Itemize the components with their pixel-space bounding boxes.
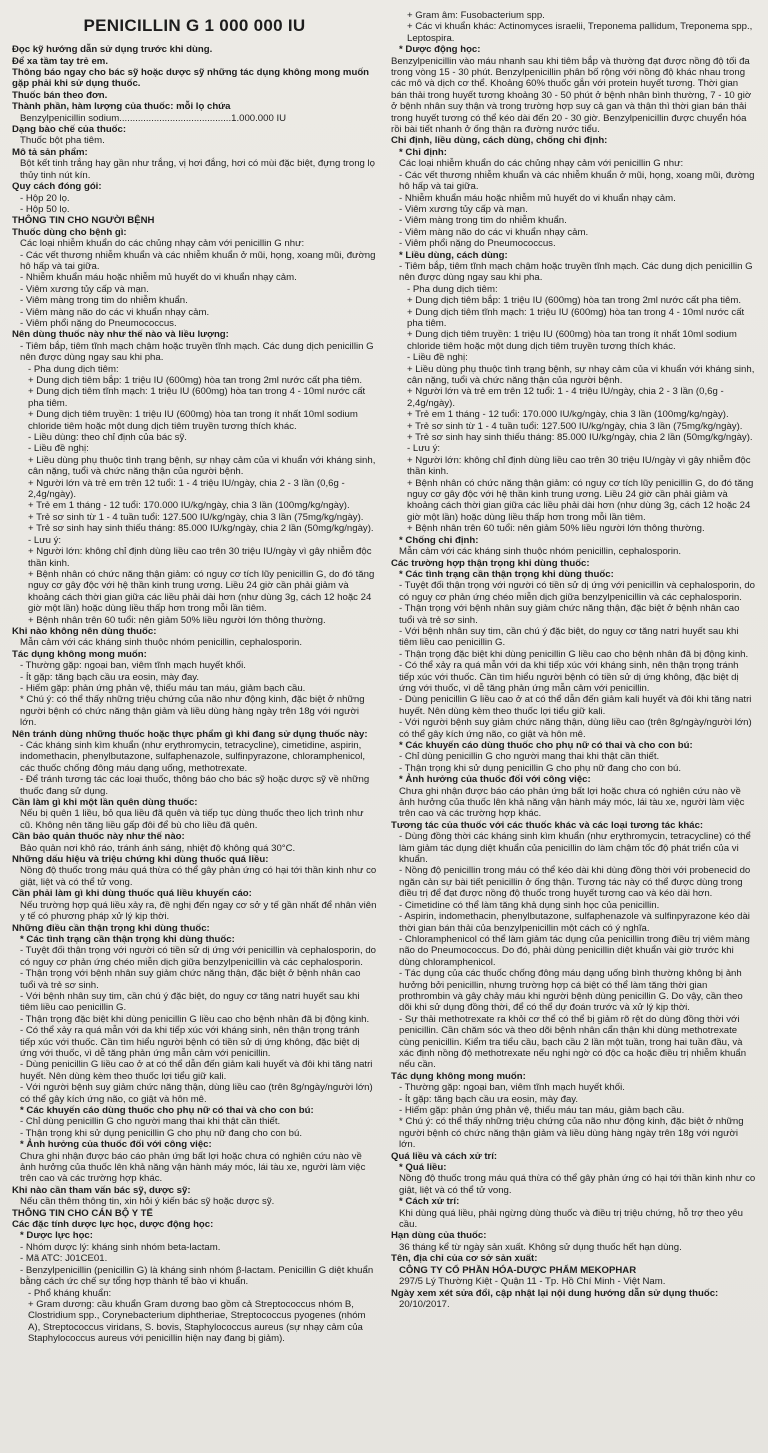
text-line: - Liều dùng: theo chỉ định của bác sỹ. [28, 432, 187, 444]
text-line: + Người lớn: không chỉ định dùng liều cao trên 30 triệu IU/ngày vì gây nhiễm độc thần kinh. [28, 546, 372, 569]
text-line: Nồng độ thuốc trong máu quá thừa có thể gây phản ứng có hại tới thần kinh như co giật, liệt và có thể tử vong. [399, 1173, 756, 1196]
text-line: - Có thể xảy ra quá mẫn với da khi tiếp xúc với kháng sinh, nên thận trọng tránh tiếp xúc với thuốc. Cần tìm hiểu người bệnh có tiền sử dị ứng không, đặc biệt dị ứng với thuốc, vì dễ tăng phản ứng mẫn cảm với penicillin. [399, 660, 739, 694]
heading: * Các tình trạng cần thận trọng khi dùng thuốc: [399, 568, 614, 580]
text-line: + Trẻ sơ sinh từ 1 - 4 tuần tuổi: 127.500 IU/kg/ngày, chia 3 lần (75mg/kg/ngày). [407, 420, 743, 432]
text-line: - Với người bệnh suy giảm chức năng thận, dùng liều cao (trên 8g/ngày/người lớn) có thể gây kích ứng não, co giật và hôn mê. [20, 1082, 373, 1105]
text-line: - Lưu ý: [28, 534, 62, 546]
text-line: + Trẻ sơ sinh hay sinh thiếu tháng: 85.000 IU/kg/ngày, chia 2 lần (50mg/kg/ngày). [407, 432, 753, 444]
text-line: - Pha dung dịch tiêm: [407, 283, 498, 295]
text-line: Nếu trường hợp quá liều xảy ra, đề nghị đến ngay cơ sở y tế gần nhất để nhân viên y tế có phương pháp xử lý kịp thời. [20, 899, 377, 923]
text-line: + Dung dịch tiêm bắp: 1 triệu IU (600mg) hòa tan trong 2ml nước cất pha tiêm. [407, 295, 742, 307]
heading: Đọc kỹ hướng dẫn sử dụng trước khi dùng. [12, 44, 213, 56]
text-line: - Với người bệnh suy giảm chức năng thận, dùng liều cao (trên 8g/ngày/người lớn) có thể gây kích ứng não, co giật và hôn mê. [399, 717, 752, 740]
text-line: Mẫn cảm với các kháng sinh thuộc nhóm penicillin, cephalosporin. [20, 637, 302, 649]
text-line: - Chỉ dùng penicillin G cho người mang thai khi thật cần thiết. [399, 751, 660, 763]
text-line: + Dung dịch tiêm bắp: 1 triệu IU (600mg) hòa tan trong 2ml nước cất pha tiêm. [28, 375, 363, 386]
text-line: - Dùng đồng thời các kháng sinh kìm khuẩn (như erythromycin, tetracycline) có thể làm giảm tác dụng diệt khuẩn của penicillin do làm chậm tốc độ phát triển của vi khuẩn. [399, 831, 751, 866]
heading: Các đặc tính dược lực học, dược động học: [12, 1219, 214, 1231]
heading: Thành phần, hàm lượng của thuốc: mỗi lọ chứa [12, 101, 231, 113]
text-line: + Trẻ em 1 tháng - 12 tuổi: 170.000 IU/kg/ngày, chia 3 lần (100mg/kg/ngày). [28, 500, 350, 512]
heading: Thuốc dùng cho bệnh gì: [12, 226, 127, 238]
text-line: - Nhiễm khuẩn máu hoặc nhiễm mủ huyết do vi khuẩn nhạy cảm. [20, 272, 297, 284]
text-line: - Hiếm gặp: phản ứng phản vệ, thiếu máu tan máu, giảm bạch cầu. [399, 1105, 685, 1116]
text-line: - Thường gặp: ngoại ban, viêm tĩnh mạch huyết khối. [399, 1082, 625, 1094]
text-line: - Tiêm bắp, tiêm tĩnh mạch chậm hoặc truyền tĩnh mạch. Các dung dịch penicillin G nên được dùng ngay sau khi pha. [399, 260, 753, 284]
text-line: - Viêm màng trong tim do nhiễm khuẩn. [399, 215, 567, 227]
text-line: + Liều dùng phụ thuộc tình trạng bệnh, sự nhạy cảm của vi khuẩn với kháng sinh, cân nặng, tuổi và chức năng thận của người bệnh. [407, 363, 755, 386]
text-line: - Thận trọng đặc biệt khi dùng penicillin G liều cao cho bệnh nhân đã bị động kinh. [20, 1013, 370, 1025]
text-line: - Tuyệt đối thận trọng với người có tiền sử dị ứng với penicillin và cephalosporin, do có nguy cơ phản ứng chéo miễn dịch giữa benzylpenicillin và các cephalosporin. [399, 580, 755, 603]
heading: * Dược động học: [399, 44, 481, 56]
heading: * Dược lực học: [20, 1230, 93, 1242]
text-line: - Các vết thương nhiễm khuẩn và các nhiễm khuẩn ở mũi, họng, xoang mũi, đường hô hấp và tai giữa. [20, 249, 376, 272]
heading: Quy cách đóng gói: [12, 181, 102, 193]
heading: Để xa tầm tay trẻ em. [12, 55, 108, 67]
text-line: - Để tránh tương tác các loại thuốc, thông báo cho bác sỹ hoặc dược sỹ về những thuốc đang sử dụng. [20, 774, 370, 797]
heading: Cần phải làm gì khi dùng thuốc quá liều khuyến cáo: [12, 888, 252, 900]
section-heading: THÔNG TIN CHO CÁN BỘ Y TẾ [12, 1207, 153, 1219]
text-line: - Thận trọng với bệnh nhân suy giảm chức năng thận, đặc biệt ở bệnh nhân cao tuổi và trẻ sơ sinh. [20, 968, 361, 991]
text-line: - Có thể xảy ra quá mẫn với da khi tiếp xúc với kháng sinh, nên thận trọng tránh tiếp xúc với thuốc. Cần tìm hiểu người bệnh có tiền sử dị ứng không, đặc biệt dị ứng với thuốc, vì dễ tăng phản ứng mẫn cảm với penicillin. [20, 1025, 360, 1059]
text-line: + Gram âm: Fusobacterium spp. [407, 10, 545, 21]
heading: Ngày xem xét sửa đổi, cập nhật lại nội dung hướng dẫn sử dụng thuốc: [391, 1287, 719, 1299]
text-line: + Dung dịch tiêm truyền: 1 triệu IU (600mg) hòa tan trong ít nhất 10ml sodium chloride tiêm hoặc một dung dịch tiêm truyền tương thích khác. [407, 329, 737, 352]
text-line: + Dung dịch tiêm truyền: 1 triệu IU (600mg) hòa tan trong ít nhất 10ml sodium chloride tiêm hoặc một dung dịch tiêm truyền tương thích khác. [28, 409, 358, 432]
text-line: - Dùng penicillin G liều cao ở at có thể dẫn đến giảm kali huyết và đôi khi tăng natri huyết. Nên dùng kèm theo thuốc lợi tiểu giữ kali. [399, 694, 752, 717]
text-line: Bột kết tinh trắng hay gần như trắng, vị hơi đắng, hơi có mùi đặc biệt, đựng trong lọ thủy tinh nút kín. [20, 158, 376, 181]
heading: Những dấu hiệu và triệu chứng khi dùng thuốc quá liều: [12, 854, 269, 866]
text-line: - Lưu ý: [407, 443, 441, 455]
heading: Cần bảo quản thuốc này như thế nào: [12, 831, 185, 843]
text-line: + Bệnh nhân có chức năng thận giảm: có nguy cơ tích lũy penicillin G, do đó tăng nguy cơ gây độc với hệ thần kinh trung ương. Liều 24 giờ cần phải giảm và khoảng cách thời gian giữa các liều phải dài hơn (như dùng 3g, cách 12 hoặc 24 giờ một lần) hoặc dùng liều thấp hơn trong mỗi lần tiêm. [407, 477, 754, 523]
text-line: Mẫn cảm với các kháng sinh thuộc nhóm penicillin, cephalosporin. [399, 546, 681, 558]
heading: * Ảnh hưởng của thuốc đối với công việc: [20, 1139, 212, 1151]
text-line: - Hộp 20 lọ. [20, 192, 70, 204]
text-line: + Liều dùng phụ thuộc tình trạng bệnh, sự nhạy cảm của vi khuẩn với kháng sinh, cân nặng, tuổi và chức năng thận của người bệnh. [28, 454, 376, 478]
text-line: Chưa ghi nhận được báo cáo phản ứng bất lợi hoặc chưa có nghiên cứu nào về ảnh hưởng của thuốc lên khả năng vận hành máy móc, lái tàu xe, người làm việc trên cao và các trường hợp khác. [399, 785, 745, 820]
text-line: Thuốc bột pha tiêm. [20, 135, 105, 147]
heading: Chỉ định, liều dùng, cách dùng, chống chỉ định: [391, 135, 608, 147]
text-line: + Người lớn và trẻ em trên 12 tuổi: 1 - 4 triệu IU/ngày, chia 2 - 3 lần (0,6g - 2,4g/ngày). [28, 477, 345, 501]
text-line: - Các vết thương nhiễm khuẩn và các nhiễm khuẩn ở mũi, họng, xoang mũi, đường hô hấp và tai giữa. [399, 169, 755, 193]
text-line: - Nhiễm khuẩn máu hoặc nhiễm mủ huyết do vi khuẩn nhạy cảm. [399, 192, 676, 204]
text-line: - Viêm màng não do các vi khuẩn nhạy cảm. [20, 306, 210, 318]
text-line: - Các kháng sinh kìm khuẩn (như erythromycin, tetracycline), cimetidine, aspirin, indomethacin, phenylbutazone, sulfaphenazole, sulfinpyrazone, chloramphenicol, các thuốc chống đông máu dạng uống, methotrexate. [20, 740, 366, 774]
text-line: - Liều đề nghị: [407, 352, 468, 364]
text-line: - Liều đề nghị: [28, 443, 89, 455]
text-line: + Các vi khuẩn khác: Actinomyces israelii, Treponema pallidum, Treponema spp., Leptospira. [407, 21, 753, 44]
text-line: + Người lớn: không chỉ định dùng liều cao trên 30 triệu IU/ngày vì gây nhiễm độc thần kinh. [407, 454, 751, 478]
heading: Thuốc bán theo đơn. [12, 89, 108, 101]
text-line: - Cimetidine có thể làm tăng khả dụng sinh học của penicillin. [399, 899, 660, 911]
text-line: - Viêm phổi nặng do Pneumococcus. [399, 238, 556, 250]
heading: Các trường hợp thận trọng khi dùng thuốc: [391, 557, 590, 569]
heading: * Liều dùng, cách dùng: [399, 249, 508, 261]
text-line: + Người lớn và trẻ em trên 12 tuổi: 1 - 4 triệu IU/ngày, chia 2 - 3 lần (0,6g - 2,4g/ngày). [407, 386, 724, 409]
text-line: - Nồng độ penicillin trong máu có thể kéo dài khi dùng đồng thời với probenecid do ngăn cản sự bài tiết penicillin ở ống thận. Tương tác này có thể được dùng trong điều trị để đạt được nồng độ thuốc trong huyết tương cao và kéo dài hơn. [399, 865, 751, 900]
text-line: - Nhóm dược lý: kháng sinh nhóm beta-lactam. [20, 1241, 221, 1253]
text-line: - Tuyệt đối thận trọng với người có tiền sử dị ứng với penicillin và cephalosporin, do có nguy cơ phản ứng chéo miễn dịch giữa benzylpenicillin và các cephalosporin. [20, 945, 376, 968]
text-line: - Aspirin, indomethacin, phenylbutazone, sulfaphenazole và sulfinpyrazone kéo dài thời gian bán thải của benzylpenicillin một cách có ý nghĩa. [399, 911, 750, 934]
text-line: - Thận trọng đặc biệt khi dùng penicillin G liều cao cho bệnh nhân đã bị động kinh. [399, 648, 749, 660]
heading: * Quá liều: [399, 1162, 447, 1174]
text-line: - Thận trọng với bệnh nhân suy giảm chức năng thận, đặc biệt ở bệnh nhân cao tuổi và trẻ sơ sinh. [399, 603, 740, 626]
heading: Tương tác của thuốc với các thuốc khác và các loại tương tác khác: [391, 819, 704, 831]
heading: * Ảnh hưởng của thuốc đối với công việc: [399, 774, 591, 786]
heading: Quá liều và cách xử trí: [391, 1150, 498, 1162]
heading: Cần làm gì khi một lần quên dùng thuốc: [12, 797, 198, 809]
text-line: Nếu cần thêm thông tin, xin hỏi ý kiến bác sỹ hoặc dược sỹ. [20, 1196, 275, 1208]
text-line: - Viêm xương tủy cấp và mạn. [399, 203, 528, 215]
heading: * Chỉ định: [399, 146, 447, 158]
text-line: - Thường gặp: ngoại ban, viêm tĩnh mạch huyết khối. [20, 660, 246, 672]
text-line: - Thận trọng khi sử dụng penicillin G cho phụ nữ đang cho con bú. [20, 1127, 303, 1139]
text-line: - Viêm màng não do các vi khuẩn nhạy cảm. [399, 226, 589, 238]
heading: Tác dụng không mong muốn: [12, 648, 147, 660]
text-line: Benzylpenicillin vào máu nhanh sau khi tiêm bắp và thường đạt được nồng độ tối đa trong vòng 15 - 30 phút. Benzylpenicillin phân bố rộng với nồng độ khác nhau trong các mô và dịch cơ thể. Khoảng 60% thuốc gắn với protein huyết tương. Thời gian bán thải trong huyết tương khoảng 30 - 50 phút ở bệnh nhân bình thường, 7 - 10 giờ ở bệnh nhân suy thận và trong trường hợp suy cả gan và thận thì thời gian bán thải trong huyết tương có thể kéo dài đến 20 - 30 giờ. Benzylpenicillin được chuyển hóa rồi bài tiết nhanh ở ống thận ra đường nước tiểu. [391, 55, 752, 136]
text-line: + Gram dương: cầu khuẩn Gram dương bao gồm cả Streptococcus nhóm B, Clostridium spp., Corynebacterium diphtheriae, Streptococcus pyogenes (nhóm A), Streptococcus viridans, S. bovis, Staphylococcus aureus (sự nhạy cảm của Staphylococcus aureus với penicillin hiện nay đang bị giảm). [28, 1298, 366, 1345]
text-line: - Sự thải methotrexate ra khỏi cơ thể có thể bị giảm rõ rệt do dùng đồng thời với penicillin. Cần chăm sóc và theo dõi bệnh nhân cẩn thận khi dùng methotrexate cùng penicillin. Kiểm tra tiểu cầu, bạch cầu 2 lần một tuần, trong hai tuần đầu, và xác định nồng độ methotrexate nếu nghi ngờ có độc ca hoặc điều trị nhiễm khuẩn nếu cần. [399, 1013, 747, 1071]
text-line: - Ít gặp: tăng bạch cầu ưa eosin, mày đay. [399, 1093, 579, 1105]
text-line: + Trẻ sơ sinh từ 1 - 4 tuần tuổi: 127.500 IU/kg/ngày, chia 3 lần (75mg/kg/ngày). [28, 511, 364, 523]
heading: Thông báo ngay cho bác sỹ hoặc dược sỹ những tác dụng không mong muốn gặp phải khi sử dụng thuốc. [12, 67, 370, 90]
text-line: - Với bệnh nhân suy tim, cần chú ý đặc biệt, do nguy cơ tăng natri huyết sau khi tiêm liều cao penicillin G. [20, 990, 360, 1014]
text-line: + Dung dịch tiêm tĩnh mạch: 1 triệu IU (600mg) hòa tan trong 4 - 10ml nước cất pha tiêm. [28, 386, 366, 409]
heading: Khi nào không nên dùng thuốc: [12, 625, 157, 637]
text-line: - Hiếm gặp: phản ứng phản vệ, thiếu máu tan máu, giảm bạch cầu. [20, 682, 306, 694]
section-heading: THÔNG TIN CHO NGƯỜI BỆNH [12, 215, 155, 227]
text-line: + Bệnh nhân trên 60 tuổi: nên giảm 50% liều người lớn thông thường. [28, 614, 326, 626]
text-line: + Bệnh nhân có chức năng thận giảm: có nguy cơ tích lũy penicillin G, do đó tăng nguy cơ gây độc với hệ thần kinh trung ương. Liều 24 giờ cần phải giảm và khoảng cách thời gian giữa các liều phải dài hơn (như dùng 3g, cách 12 hoặc 24 giờ một lần) hoặc dùng liều thấp hơn trong mỗi lần tiêm. [28, 568, 375, 615]
heading: * Cách xử trí: [399, 1196, 460, 1208]
text-line: - Phổ kháng khuẩn: [28, 1287, 112, 1299]
text-line: * Chú ý: có thể thấy những triệu chứng của não như động kinh, đặc biệt ở những người bệnh có chức năng thận giảm và liều dùng hàng ngày trên 18g với người lớn. [20, 694, 365, 729]
heading: Những điều cần thận trọng khi dùng thuốc: [12, 922, 210, 934]
text-line: - Ít gặp: tăng bạch cầu ưa eosin, mày đay. [20, 671, 200, 683]
text-line: Benzylpenicillin sodium..........................................1.000.000 IU [20, 112, 287, 124]
heading: CÔNG TY CỔ PHẦN HÓA-DƯỢC PHẨM MEKOPHAR [399, 1264, 637, 1276]
text-line: 36 tháng kể từ ngày sản xuất. Không sử dụng thuốc hết hạn dùng. [399, 1241, 682, 1253]
text-line: + Trẻ sơ sinh hay sinh thiếu tháng: 85.000 IU/kg/ngày, chia 2 lần (50mg/kg/ngày). [28, 523, 374, 535]
text-line: Bảo quản nơi khô ráo, tránh ánh sáng, nhiệt độ không quá 30°C. [20, 842, 296, 854]
text-line: - Với bệnh nhân suy tim, cần chú ý đặc biệt, do nguy cơ tăng natri huyết sau khi tiêm liều cao penicillin G. [399, 625, 739, 649]
text-line: * Chú ý: có thể thấy những triệu chứng của não như động kinh, đặc biệt ở những người bệnh có chức năng thận giảm và liều dùng hàng ngày trên 18g với người lớn. [399, 1116, 744, 1151]
heading: Dạng bào chế của thuốc: [12, 124, 127, 136]
text-line: 20/10/2017. [399, 1298, 450, 1310]
text-line: - Hộp 50 lọ. [20, 203, 70, 215]
page-title: PENICILLIN G 1 000 000 IU [83, 16, 306, 35]
text-line: - Pha dung dịch tiêm: [28, 363, 119, 375]
text-line: Các loại nhiễm khuẩn do các chủng nhạy cảm với penicillin G như: [399, 158, 684, 170]
text-line: Nồng độ thuốc trong máu quá thừa có thể gây phản ứng có hại tới thần kinh như co giật, liệt và có thể tử vong. [20, 865, 377, 888]
heading: * Chống chỉ định: [399, 534, 479, 546]
text-line: - Chloramphenicol có thể làm giảm tác dụng của penicillin trong điều trị viêm màng não do Pneumococcus. Do đó, phải dùng penicillin diệt khuẩn vài giờ trước khi dùng chloramphenicol. [399, 933, 750, 968]
text-line: - Viêm màng trong tim do nhiễm khuẩn. [20, 295, 188, 307]
text-line: Nếu bị quên 1 liều, bỏ qua liều đã quên và tiếp tục dùng thuốc theo lịch trình như cũ. Không nên tăng liều gấp đôi để bù cho liều đã quên. [20, 808, 364, 831]
heading: Tên, địa chỉ của cơ sở sản xuất: [391, 1253, 538, 1265]
heading: Nên dùng thuốc này như thế nào và liều lượng: [12, 329, 229, 341]
heading: Mô tả sản phẩm: [12, 146, 88, 158]
heading: * Các khuyến cáo dùng thuốc cho phụ nữ có thai và cho con bú: [20, 1105, 314, 1116]
text-line: - Tiêm bắp, tiêm tĩnh mạch chậm hoặc truyền tĩnh mạch. Các dung dịch penicillin G nên được dùng ngay sau khi pha. [20, 340, 374, 364]
text-line: - Viêm xương tủy cấp và mạn. [20, 283, 149, 295]
text-line: - Thận trọng khi sử dụng penicillin G cho phụ nữ đang cho con bú. [399, 762, 682, 774]
text-line: Các loại nhiễm khuẩn do các chủng nhạy cảm với penicillin G như: [20, 238, 305, 250]
text-line: + Dung dịch tiêm tĩnh mạch: 1 triệu IU (600mg) hòa tan trong 4 - 10ml nước cất pha tiêm. [407, 306, 745, 329]
text-line: + Trẻ em 1 tháng - 12 tuổi: 170.000 IU/kg/ngày, chia 3 lần (100mg/kg/ngày). [407, 409, 729, 421]
text-line: - Benzylpenicillin (penicillin G) là kháng sinh nhóm β-lactam. Penicillin G diệt khuẩn bằng cách ức chế sự tổng hợp thành tế bào vi khuẩn. [20, 1264, 374, 1288]
heading: Nên tránh dùng những thuốc hoặc thực phẩm gì khi đang sử dụng thuốc này: [12, 728, 368, 740]
heading: * Các khuyến cáo dùng thuốc cho phụ nữ có thai và cho con bú: [399, 740, 693, 751]
left-column [12, 10, 377, 1447]
heading: Tác dụng không mong muốn: [391, 1070, 526, 1082]
text-line: - Chỉ dùng penicillin G cho người mang thai khi thật cần thiết. [20, 1116, 281, 1128]
text-line: + Bệnh nhân trên 60 tuổi: nên giảm 50% liều người lớn thông thường. [407, 523, 705, 535]
text-line: - Viêm phổi nặng do Pneumococcus. [20, 317, 177, 329]
text-line: - Dùng penicillin G liều cao ở at có thể dẫn đến giảm kali huyết và đôi khi tăng natri huyết. Nên dùng kèm theo thuốc lợi tiểu giữ kali. [20, 1059, 373, 1082]
text-line: - Mã ATC: J01CE01. [20, 1253, 108, 1265]
heading: Khi nào cần tham vấn bác sỹ, dược sỹ: [12, 1184, 191, 1196]
text-line: - Tác dụng của các thuốc chống đông máu dạng uống bình thường không bị ảnh hưởng bởi penicillin, nhưng trường hợp cá biệt có thể làm tăng thời gian prothrombin và gây chảy máu khi người bệnh dùng penicillin G. Do vậy, cần theo dõi khi sử dụng đồng thời, để có thể dự đoán trước và xử lý kịp thời. [399, 968, 743, 1014]
text-line: Khi dùng quá liều, phải ngừng dùng thuốc và điều trị triệu chứng, hỗ trợ theo yêu cầu. [399, 1207, 743, 1231]
heading: Hạn dùng của thuốc: [391, 1230, 487, 1242]
heading: * Các tình trạng cần thận trọng khi dùng thuốc: [20, 933, 235, 945]
text-line: Chưa ghi nhận được báo cáo phản ứng bất lợi hoặc chưa có nghiên cứu nào về ảnh hưởng của thuốc lên khả năng vận hành máy móc, lái tàu xe, người làm việc trên cao và các trường hợp khác. [20, 1150, 366, 1185]
right-column [391, 10, 756, 1447]
text-line: 297/5 Lý Thường Kiệt - Quận 11 - Tp. Hồ Chí Minh - Việt Nam. [399, 1276, 666, 1288]
